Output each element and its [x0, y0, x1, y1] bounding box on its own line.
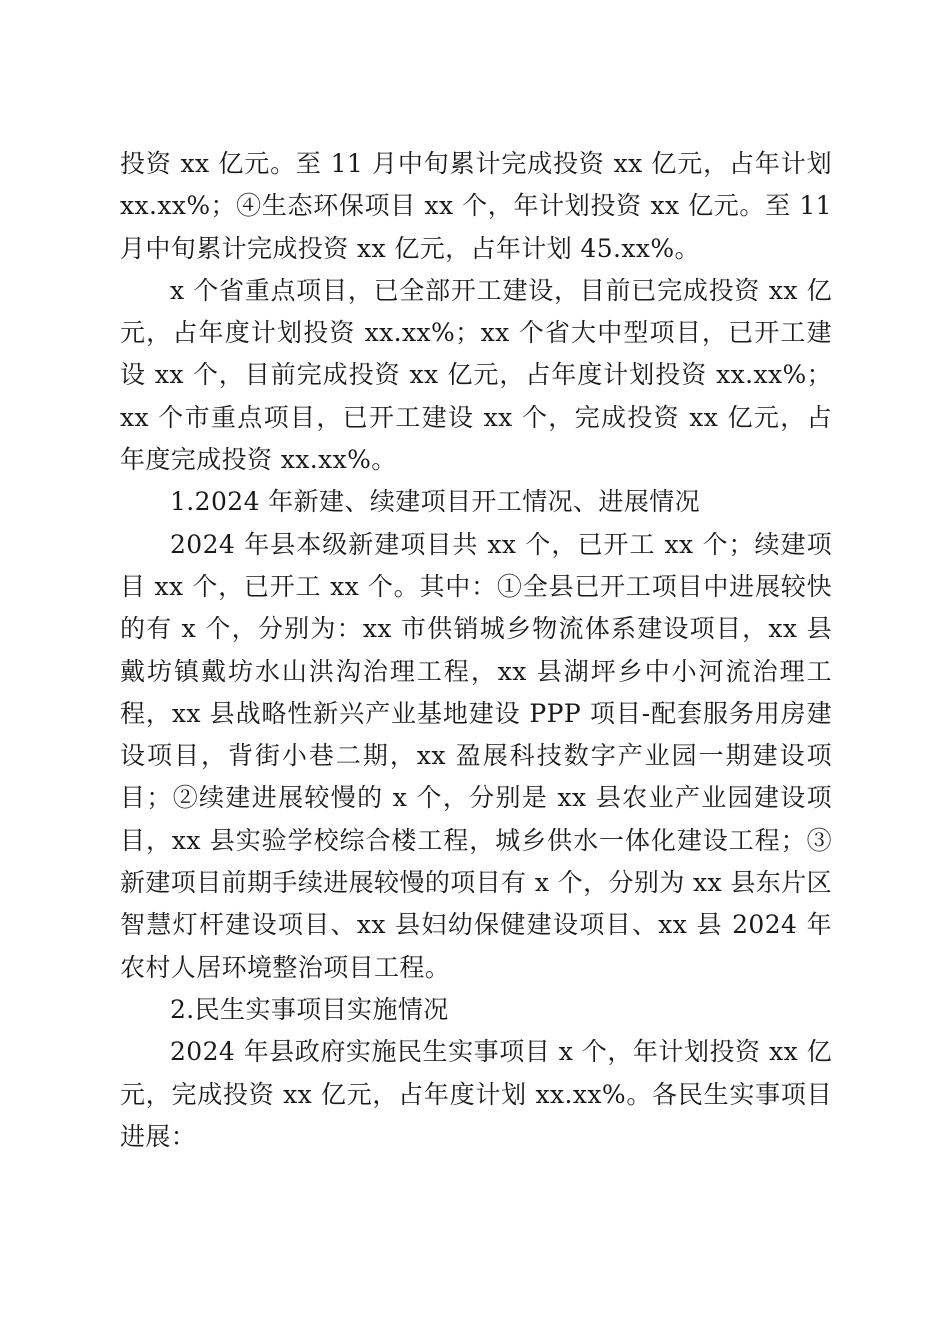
document-body: [120, 143, 832, 1158]
paragraph-livelihood-projects: 2024 年县政府实施民生实事项目 x 个，年计划投资 xx 亿元，完成投资 xx 亿元，占年度计划 xx.xx%。各民生实事项目进展：: [120, 1037, 832, 1151]
section-heading-new-projects: 1.2024 年新建、续建项目开工情况、进展情况: [170, 487, 701, 517]
paragraph-key-projects: x 个省重点项目，已全部开工建设，目前已完成投资 xx 亿元，占年度计划投资 xx.xx%；xx 个省大中型项目，已开工建设 xx 个，目前完成投资 xx 亿元，占年度计划投资 xx.xx%；xx 个市重点项目，已开工建设 xx 个，完成投资 xx 亿元，占年度完成投资 xx.xx%。: [120, 275, 832, 475]
paragraph-new-projects: 2024 年县本级新建项目共 xx 个，已开工 xx 个；续建项目 xx 个，已开工 xx 个。其中：①全县已开工项目中进展较快的有 x 个，分别为：xx 市供销城乡物流体系建设项目，xx 县戴坊镇戴坊水山洪沟治理工程，xx 县湖坪乡中小河流治理工程，xx 县战略性新兴产业基地建设 PPP 项目-配套服务用房建设项目，背街小巷二期，xx 盈展科技数字产业园一期建设项目；②续建进展较慢的 x 个，分别是 xx 县农业产业园建设项目，xx 县实验学校综合楼工程，城乡供水一体化建设工程；③新建项目前期手续进展较慢的项目有 x 个，分别为 xx 县东片区智慧灯杆建设项目、xx 县妇幼保健建设项目、xx 县 2024 年农村人居环境整治项目工程。: [120, 529, 832, 982]
section-heading-livelihood-projects: 2.民生实事项目实施情况: [170, 994, 449, 1024]
paragraph-investment-continued: 投资 xx 亿元。至 11 月中旬累计完成投资 xx 亿元，占年计划 xx.xx%；④生态环保项目 xx 个，年计划投资 xx 亿元。至 11 月中旬累计完成投资 xx 亿元，占年计划 45.xx%。: [120, 149, 832, 263]
